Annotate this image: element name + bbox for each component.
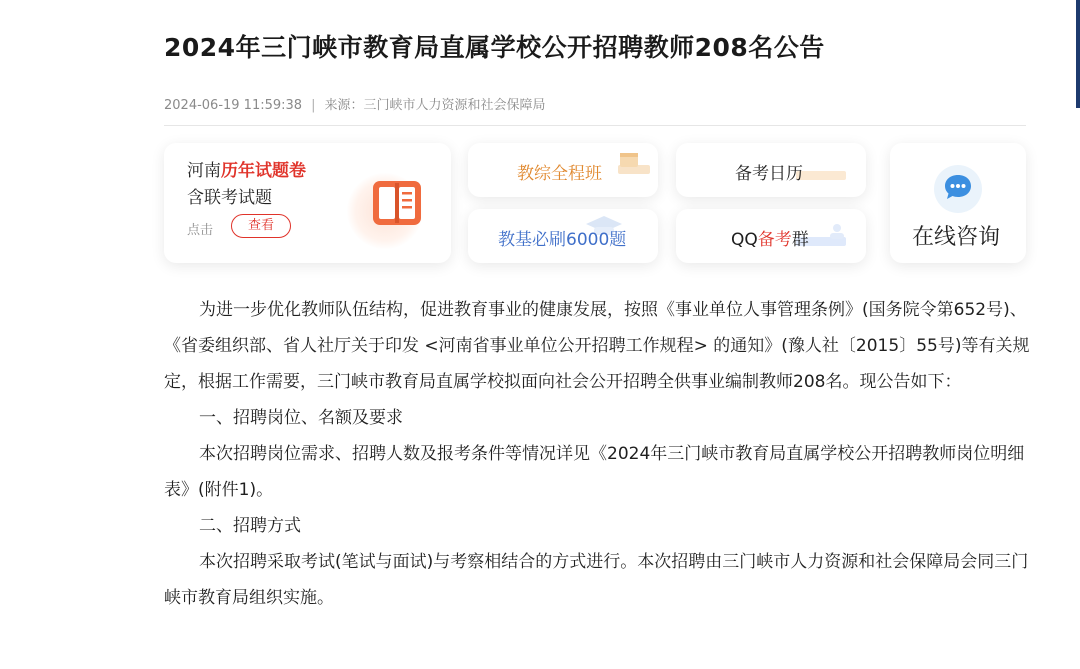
card-label	[731, 225, 809, 250]
book-icon	[371, 177, 423, 229]
exam-calendar-card[interactable]	[676, 143, 866, 197]
calendar-icon	[614, 149, 644, 169]
card-line-1-prefix: 河南	[187, 161, 221, 181]
group-icon	[826, 221, 848, 241]
teaching-full-course-card[interactable]	[468, 143, 658, 197]
article-paragraph: 为进一步优化教师队伍结构，促进教育事业的健康发展，按照《事业单位人事管理条例》(国务院令第652号)、《省委组织部、省人社厅关于印发 <河南省事业单位公开招聘工作规程> 的通知》(豫人社〔2015〕55号)等有关规定，根据工作需要，三门峡市教育局直属学校拟面向社会公开招聘全供事业编制教师208名。现公告如下：	[164, 300, 1030, 392]
card-label-part-group: 群	[791, 230, 809, 250]
qq-study-group-card[interactable]	[676, 209, 866, 263]
article-paragraph: 本次招聘采取考试(笔试与面试)与考察相结合的方式进行。本次招聘由三门峡市人力资源和社会保障局会同三门峡市教育局组织实施。	[164, 552, 1029, 608]
card-label: 教综全程班	[517, 164, 602, 184]
label-highlight	[796, 171, 846, 180]
card-label-part-highlight: 备考	[757, 230, 792, 250]
header-divider	[164, 125, 1026, 126]
page-title: 2024年三门峡市教育局直属学校公开招聘教师208名公告	[164, 33, 825, 62]
article-source: 来源：三门峡市人力资源和社会保障局	[324, 98, 546, 113]
chat-bubble-icon	[942, 171, 974, 205]
meta-separator: |	[311, 98, 316, 113]
online-consult-card[interactable]	[890, 143, 1026, 263]
card-label-part-qq: QQ	[731, 230, 758, 250]
past-exam-papers-card[interactable]	[164, 143, 451, 263]
article-meta	[164, 94, 545, 113]
view-button[interactable]: 查看	[231, 214, 291, 238]
article-paragraph: 本次招聘岗位需求、招聘人数及报考条件等情况详见《2024年三门峡市教育局直属学校公开招聘教师岗位明细表》(附件1)。	[164, 444, 1025, 500]
card-label: 备考日历	[735, 164, 803, 184]
section-heading: 二、招聘方式	[199, 516, 301, 536]
scrollbar-thumb[interactable]	[1076, 0, 1080, 108]
publish-datetime: 2024-06-19 11:59:38	[164, 98, 303, 113]
question-bank-card[interactable]	[468, 209, 658, 263]
card-label: 教基必刷6000题	[498, 230, 627, 250]
click-hint: 点击	[187, 223, 214, 238]
card-line-1-highlight: 历年试题卷	[221, 161, 306, 181]
card-line-1	[187, 156, 306, 181]
card-line-2: 含联考试题	[187, 188, 272, 208]
article-body	[164, 292, 1034, 616]
section-heading: 一、招聘岗位、名额及要求	[199, 408, 403, 428]
consult-label: 在线咨询	[912, 225, 1001, 250]
